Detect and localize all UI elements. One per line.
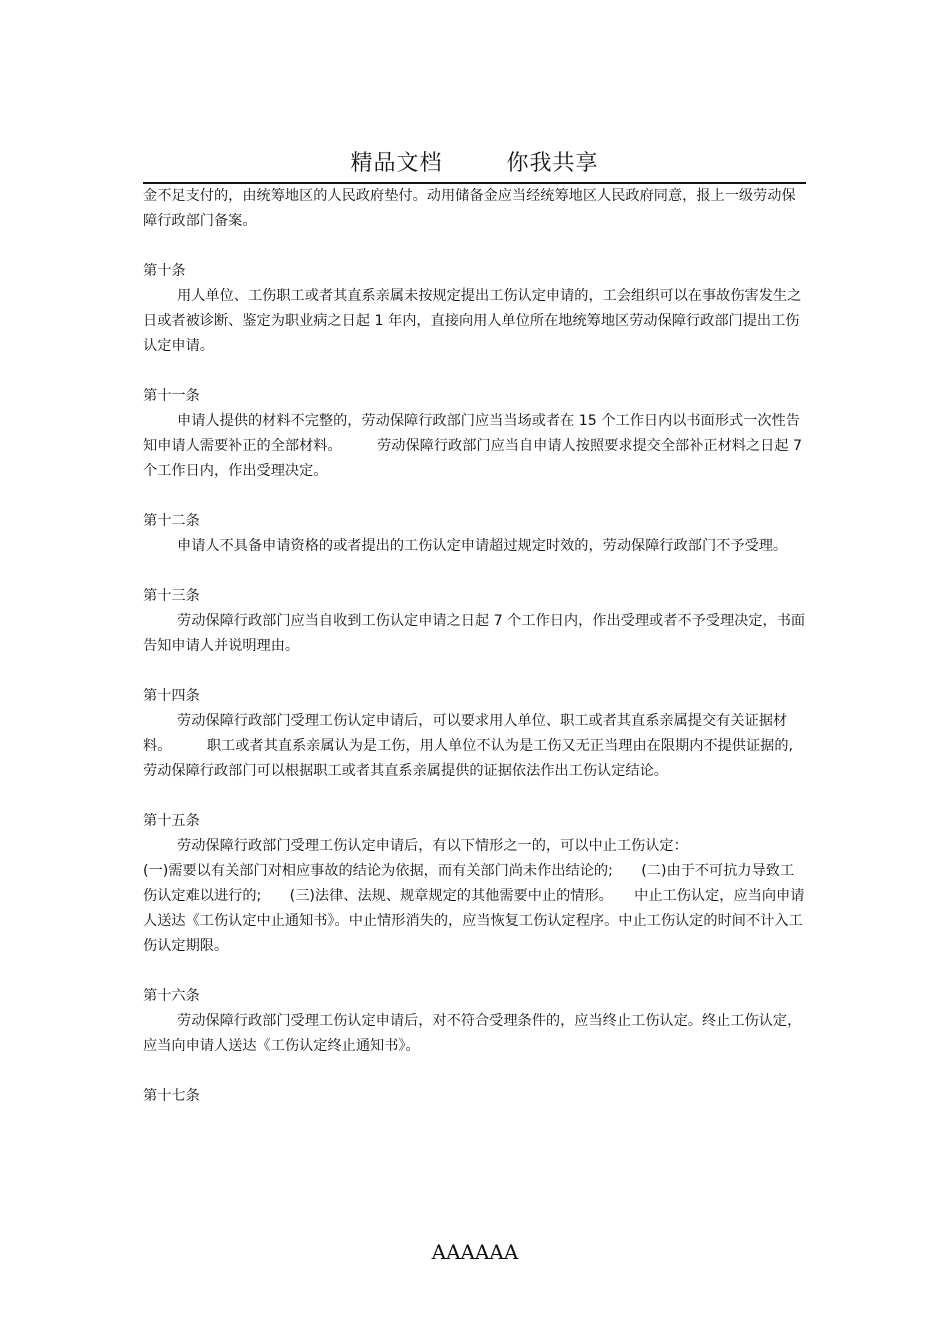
article-text: 用人单位、工伤职工或者其直系亲属未按规定提出工伤认定申请的，工会组织可以在事故伤害发生之日或者被诊断、鉴定为职业病之日起 1 年内，直接向用人单位所在地统筹地区劳动保障行政部门提出工伤认定申请。 xyxy=(143,288,802,354)
article-11 xyxy=(143,384,806,484)
article-text: 申请人提供的材料不完整的，劳动保障行政部门应当当场或者在 15 个工作日内以书面形式一次性告知申请人需要补正的全部材料。 劳动保障行政部门应当自申请人按照要求提交全部补正材料之日起 7 个工作日内，作出受理决定。 xyxy=(143,413,803,479)
article-12 xyxy=(143,509,806,559)
page-footer: AAAAAA xyxy=(431,1240,519,1264)
article-17 xyxy=(143,1084,806,1109)
article-13 xyxy=(143,584,806,659)
article-title: 第十六条 xyxy=(143,988,200,1004)
article-title: 第十四条 xyxy=(143,688,200,704)
article-text: 劳动保障行政部门受理工伤认定申请后，有以下情形之一的，可以中止工伤认定： xyxy=(177,838,688,854)
article-title: 第十一条 xyxy=(143,388,200,404)
intro-section xyxy=(143,184,806,234)
article-title: 第十条 xyxy=(143,263,186,279)
article-title: 第十七条 xyxy=(143,1088,200,1104)
article-text: 劳动保障行政部门受理工伤认定申请后，可以要求用人单位、职工或者其直系亲属提交有关证据材料。 职工或者其直系亲属认为是工伤，用人单位不认为是工伤又无正当理由在限期内不提供证据的,劳动保障行政部门可以根据职工或者其直系亲属提供的证据依法作出工伤认定结论。 xyxy=(143,713,794,779)
intro-paragraph: 金不足支付的，由统筹地区的人民政府垫付。动用储备金应当经统筹地区人民政府同意，报上一级劳动保障行政部门备案。 xyxy=(143,188,796,229)
article-continuation: (一)需要以有关部门对相应事故的结论为依据，而有关部门尚未作出结论的; (二)由于不可抗力导致工伤认定难以进行的; (三)法律、法规、规章规定的其他需要中止的情形。 中止工伤认定，应当向申请人送达《工伤认定中止通知书》。中止情形消失的，应当恢复工伤认定程序。中止工伤认定的时间不计入工伤认定期限。 xyxy=(143,863,805,954)
header-title: 精品文档 你我共享 xyxy=(350,151,599,176)
article-15 xyxy=(143,809,806,959)
page-header xyxy=(143,148,806,184)
article-title: 第十二条 xyxy=(143,513,200,529)
article-10 xyxy=(143,259,806,359)
article-text: 劳动保障行政部门应当自收到工伤认定申请之日起 7 个工作日内，作出受理或者不予受理决定，书面告知申请人并说明理由。 xyxy=(143,613,806,654)
article-16 xyxy=(143,984,806,1059)
article-text: 申请人不具备申请资格的或者提出的工伤认定申请超过规定时效的，劳动保障行政部门不予受理。 xyxy=(177,538,788,554)
document-body xyxy=(143,184,806,1109)
article-14 xyxy=(143,684,806,784)
article-text: 劳动保障行政部门受理工伤认定申请后，对不符合受理条件的，应当终止工伤认定。终止工伤认定，应当向申请人送达《工伤认定终止通知书》。 xyxy=(143,1013,802,1054)
article-title: 第十五条 xyxy=(143,813,200,829)
article-title: 第十三条 xyxy=(143,588,200,604)
